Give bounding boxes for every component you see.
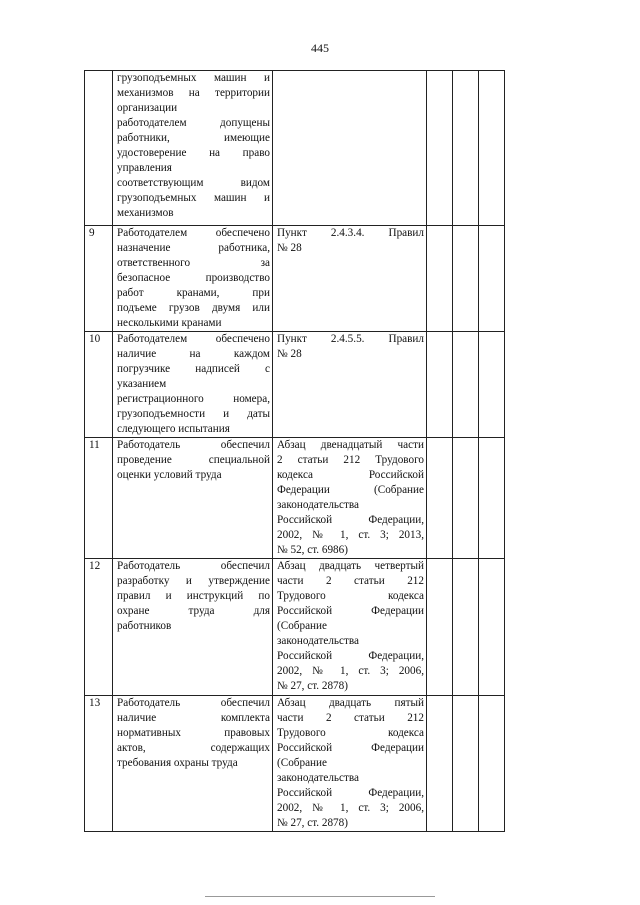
table-row	[85, 226, 505, 332]
reference-cell	[273, 559, 427, 696]
answer-yes-cell[interactable]	[427, 559, 453, 696]
requirement-line: удостоверение на право	[117, 147, 270, 159]
requirement-line: грузоподъемности и даты	[117, 408, 270, 420]
requirement-line: Работодателем обеспечено	[117, 227, 270, 239]
answer-yes-cell[interactable]	[427, 438, 453, 559]
requirement-cell	[113, 696, 273, 832]
answer-yes-cell[interactable]	[427, 696, 453, 832]
reference-line: (Собрание	[277, 757, 327, 769]
requirement-line: грузоподъемных машин и	[117, 72, 270, 84]
reference-cell	[273, 226, 427, 332]
reference-line: Абзац двенадцатый части	[277, 439, 424, 451]
requirement-cell	[113, 438, 273, 559]
row-number: 13	[89, 697, 101, 709]
table-row	[85, 438, 505, 559]
reference-line: Абзац двадцать пятый	[277, 697, 424, 709]
requirement-line: безопасное производство	[117, 272, 270, 284]
not-applicable-cell[interactable]	[479, 696, 505, 832]
requirement-line: подъеме грузов двумя или	[117, 302, 270, 314]
reference-line: Российской Федерации,	[277, 650, 424, 662]
reference-line: Трудового кодекса	[277, 727, 424, 739]
answer-no-cell[interactable]	[453, 559, 479, 696]
checklist-table-body	[85, 71, 505, 832]
reference-line: № 27, ст. 2878)	[277, 817, 348, 829]
reference-line: Федерации (Собрание	[277, 484, 424, 496]
reference-line: Российской Федерации	[277, 605, 424, 617]
requirement-line: проведение специальной	[117, 454, 270, 466]
requirement-line: организации	[117, 102, 178, 114]
requirement-line: работники, имеющие	[117, 132, 270, 144]
reference-line: № 28	[277, 348, 302, 360]
requirement-line: охране труда для	[117, 605, 270, 617]
requirement-cell	[113, 332, 273, 438]
answer-yes-cell[interactable]	[427, 332, 453, 438]
requirement-line: управления	[117, 162, 172, 174]
answer-no-cell[interactable]	[453, 226, 479, 332]
page-bottom-rule	[205, 896, 435, 897]
requirement-line: наличие на каждом	[117, 348, 270, 360]
not-applicable-cell[interactable]	[479, 559, 505, 696]
answer-no-cell[interactable]	[453, 696, 479, 832]
requirement-line: наличие комплекта	[117, 712, 270, 724]
requirement-line: погрузчике надписей с	[117, 363, 270, 375]
reference-line: Пункт 2.4.3.4. Правил	[277, 227, 424, 239]
reference-line: № 52, ст. 6986)	[277, 544, 348, 556]
requirement-line: ответственного за	[117, 257, 270, 269]
page-number: 445	[311, 41, 329, 55]
reference-line: 2002, № 1, ст. 3; 2006,	[277, 665, 424, 677]
reference-line: № 28	[277, 242, 302, 254]
not-applicable-cell[interactable]	[479, 438, 505, 559]
reference-line: 2002, № 1, ст. 3; 2006,	[277, 802, 424, 814]
reference-line: части 2 статьи 212	[277, 712, 424, 724]
reference-line: части 2 статьи 212	[277, 575, 424, 587]
requirement-line: работников	[117, 620, 172, 632]
requirement-line: указанием	[117, 378, 167, 390]
answer-no-cell[interactable]	[453, 71, 479, 226]
reference-line: законодательства	[277, 635, 359, 647]
requirement-line: регистрационного номера,	[117, 393, 270, 405]
requirement-line: назначение работника,	[117, 242, 270, 254]
reference-line: законодательства	[277, 499, 359, 511]
reference-line: Российской Федерации,	[277, 787, 424, 799]
requirement-line: Работодатель обеспечил	[117, 439, 270, 451]
requirement-cell	[113, 226, 273, 332]
requirement-line: грузоподъемных машин и	[117, 192, 270, 204]
table-row	[85, 332, 505, 438]
not-applicable-cell[interactable]	[479, 332, 505, 438]
requirement-line: требования охраны труда	[117, 757, 238, 769]
answer-yes-cell[interactable]	[427, 226, 453, 332]
reference-line: 2 статьи 212 Трудового	[277, 454, 424, 466]
requirement-line: механизмов	[117, 207, 174, 219]
row-number-cell	[85, 226, 113, 332]
reference-cell	[273, 438, 427, 559]
requirement-line: актов, содержащих	[117, 742, 270, 754]
row-number-cell	[85, 559, 113, 696]
requirement-line: нормативных правовых	[117, 727, 270, 739]
row-number-cell	[85, 332, 113, 438]
reference-line: Трудового кодекса	[277, 590, 424, 602]
not-applicable-cell[interactable]	[479, 71, 505, 226]
requirement-line: Работодатель обеспечил	[117, 697, 270, 709]
row-number-cell	[85, 71, 113, 226]
reference-line: Абзац двадцать четвертый	[277, 560, 424, 572]
requirement-line: правил и инструкций по	[117, 590, 270, 602]
reference-line: Российской Федерации	[277, 742, 424, 754]
requirement-cell	[113, 559, 273, 696]
answer-yes-cell[interactable]	[427, 71, 453, 226]
row-number-cell	[85, 696, 113, 832]
requirement-line: Работодателем обеспечено	[117, 333, 270, 345]
checklist-table	[84, 70, 505, 832]
reference-cell	[273, 71, 427, 226]
row-number-cell	[85, 438, 113, 559]
reference-cell	[273, 332, 427, 438]
reference-line: законодательства	[277, 772, 359, 784]
requirement-line: работодателем допущены	[117, 117, 270, 129]
table-row	[85, 696, 505, 832]
requirement-line: работ кранами, при	[117, 287, 270, 299]
not-applicable-cell[interactable]	[479, 226, 505, 332]
reference-line: кодекса Российской	[277, 469, 424, 481]
row-number: 12	[89, 560, 101, 572]
row-number: 11	[89, 439, 100, 451]
table-row	[85, 559, 505, 696]
answer-no-cell[interactable]	[453, 438, 479, 559]
requirement-line: следующего испытания	[117, 423, 230, 435]
row-number: 9	[89, 227, 95, 239]
requirement-line: оценки условий труда	[117, 469, 222, 481]
reference-line: 2002, № 1, ст. 3; 2013,	[277, 529, 424, 541]
reference-cell	[273, 696, 427, 832]
reference-line: Российской Федерации,	[277, 514, 424, 526]
row-number: 10	[89, 333, 101, 345]
reference-line: № 27, ст. 2878)	[277, 680, 348, 692]
reference-line: (Собрание	[277, 620, 327, 632]
requirement-line: несколькими кранами	[117, 317, 222, 329]
answer-no-cell[interactable]	[453, 332, 479, 438]
requirement-line: разработку и утверждение	[117, 575, 270, 587]
table-row	[85, 71, 505, 226]
requirement-cell	[113, 71, 273, 226]
requirement-line: механизмов на территории	[117, 87, 270, 99]
requirement-line: Работодатель обеспечил	[117, 560, 270, 572]
requirement-line: соответствующим видом	[117, 177, 270, 189]
reference-line: Пункт 2.4.5.5. Правил	[277, 333, 424, 345]
